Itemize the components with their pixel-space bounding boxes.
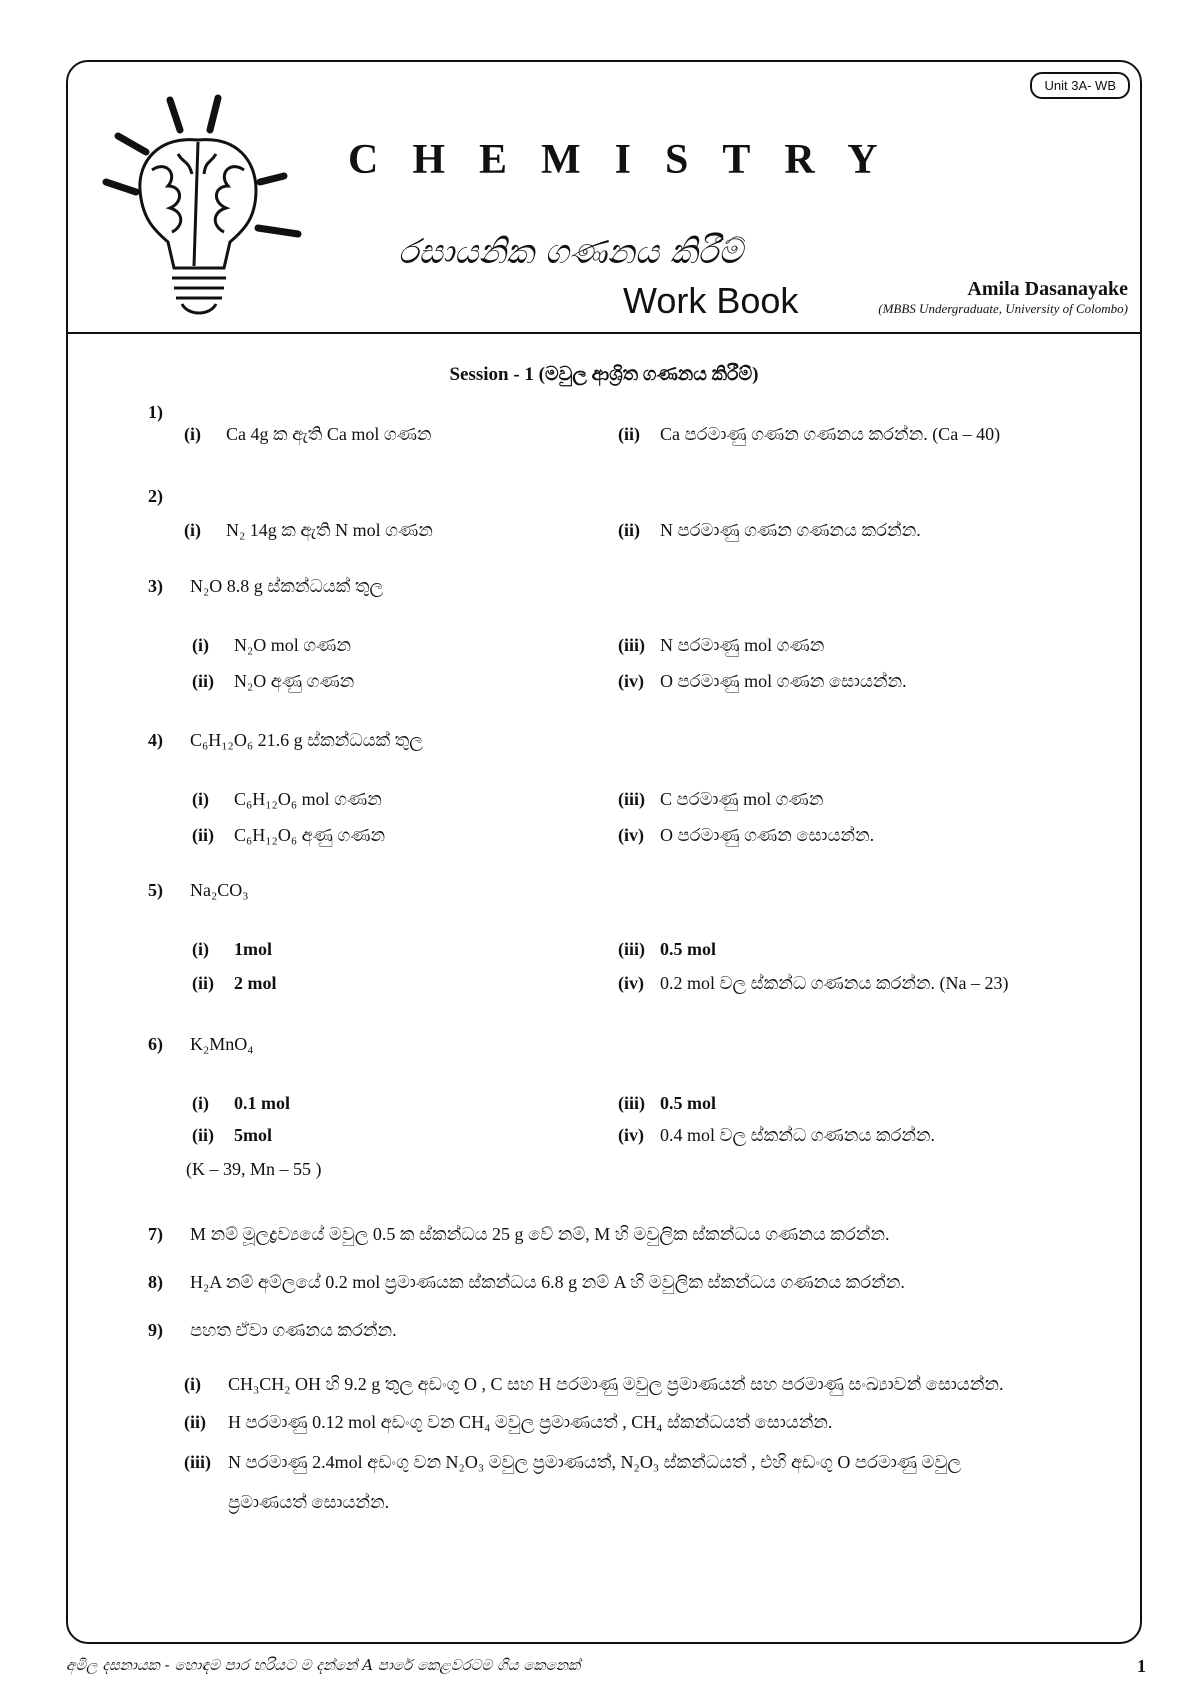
author-affiliation: (MBBS Undergraduate, University of Colombo) bbox=[878, 301, 1128, 316]
question-number: 9) පහත ඒවා ගණනය කරන්න. bbox=[148, 1320, 397, 1340]
question-item: (ii) N₂O අණු ගණන bbox=[192, 671, 355, 691]
question-number: 1) bbox=[148, 402, 163, 422]
question-number: 6) K₂MnO₄ bbox=[148, 1034, 254, 1054]
question-stem: N₂O 8.8 g ස්කන්ධයක් තුල bbox=[190, 576, 384, 596]
question-number: 2) bbox=[148, 486, 163, 506]
question-item: (iv) O පරමාණු mol ගණන සොයන්න. bbox=[618, 671, 907, 691]
question-number: 4) C₆H₁₂O₆ 21.6 g ස්කන්ධයක් තුල bbox=[148, 730, 424, 750]
question-item: (iii) 0.5 mol bbox=[618, 1093, 716, 1113]
unit-badge: Unit 3A- WB bbox=[1030, 72, 1130, 99]
question-item: (i) N₂O mol ගණන bbox=[192, 635, 351, 655]
question-item: (i) CH₃CH₂ OH හි 9.2 g තුල අඩංගු O , C සහ H පරමාණු මවුල ප්‍රමාණයන් සහ පරමාණු සංඛ්‍යාවන් සොයන්න. bbox=[184, 1374, 1004, 1394]
page-frame bbox=[66, 60, 1142, 1644]
question-item: (i) C₆H₁₂O₆ mol ගණන bbox=[192, 789, 382, 809]
question-item: (ii) H පරමාණු 0.12 mol අඩංගු වන CH₄ මවුල ප්‍රමාණයත් , CH₄ ස්කන්ධයත් සොයන්න. bbox=[184, 1412, 833, 1432]
question-item: (ii) N පරමාණු ගණන ගණනය කරන්න. bbox=[618, 520, 921, 540]
question-item: (iii) N පරමාණු mol ගණන bbox=[618, 635, 825, 655]
question-item: (iii) 0.5 mol bbox=[618, 939, 716, 959]
question-item: (i) 1mol bbox=[192, 939, 272, 959]
question-item: (i) N₂ 14g ක ඇති N mol ගණන bbox=[184, 520, 433, 540]
question-stem: පහත ඒවා ගණනය කරන්න. bbox=[190, 1320, 397, 1340]
author-name: Amila Dasanayake bbox=[967, 278, 1128, 300]
question-stem: M නම් මූලද්‍රව්‍යයේ මවුල 0.5 ක ස්කන්ධය 25 g වේ නම්, M හි මවුලික ස්කන්ධය ගණනය කරන්න. bbox=[190, 1224, 890, 1244]
workbook-label: Work Book bbox=[623, 280, 799, 321]
questions bbox=[68, 62, 1140, 1642]
question-item: (ii) 2 mol bbox=[192, 973, 277, 993]
question-item: (i) 0.1 mol bbox=[192, 1093, 290, 1113]
question-number: 7) M නම් මූලද්‍රව්‍යයේ මවුල 0.5 ක ස්කන්ධය 25 g වේ නම්, M හි මවුලික ස්කන්ධය ගණනය කරන්න. bbox=[148, 1224, 890, 1244]
question-number: 3) N₂O 8.8 g ස්කන්ධයක් තුල bbox=[148, 576, 384, 596]
question-item: (ii) Ca පරමාණු ගණන ගණනය කරන්න. (Ca – 40) bbox=[618, 424, 1001, 444]
question-stem: Na₂CO₃ bbox=[190, 880, 249, 900]
question-stem: H₂A නම් අම්ලයේ 0.2 mol ප්‍රමාණයක ස්කන්ධය 6.8 g නම් A හි මවුලික ස්කන්ධය ගණනය කරන්න. bbox=[190, 1272, 905, 1292]
question-stem: C₆H₁₂O₆ 21.6 g ස්කන්ධයක් තුල bbox=[190, 730, 424, 750]
question-number: 8) H₂A නම් අම්ලයේ 0.2 mol ප්‍රමාණයක ස්කන්ධය 6.8 g නම් A හි මවුලික ස්කන්ධය ගණනය කරන්න. bbox=[148, 1272, 905, 1292]
page-title: CHEMISTRY bbox=[348, 137, 912, 183]
question-item: (iv) 0.4 mol වල ස්කන්ධ ගණනය කරන්න. bbox=[618, 1125, 936, 1145]
question-item: (ii) 5mol bbox=[192, 1125, 272, 1145]
question-note: (K – 39, Mn – 55 ) bbox=[186, 1159, 322, 1179]
question-item: (ii) C₆H₁₂O₆ අණු ගණන bbox=[192, 825, 386, 845]
question-item: (iv) O පරමාණු ගණන සොයන්න. bbox=[618, 825, 875, 845]
sinhala-subtitle: රසායනික ගණනය කිරීම් bbox=[398, 232, 743, 272]
question-item: (iv) 0.2 mol වල ස්කන්ධ ගණනය කරන්න. (Na – 23) bbox=[618, 973, 1009, 993]
footer-quote: අමිල දසනායක - හොඳම පාර හරියට ම දන්නේ A පාරේ කෙළවරටම ගිය කෙනෙක් bbox=[66, 1656, 581, 1674]
question-number: 5) Na₂CO₃ bbox=[148, 880, 249, 900]
question-item: (iii) C පරමාණු mol ගණන bbox=[618, 789, 824, 809]
question-item-continuation: ප්‍රමාණයත් සොයන්න. bbox=[228, 1492, 390, 1512]
question-item: (i) Ca 4g ක ඇති Ca mol ගණන bbox=[184, 424, 432, 444]
question-stem: K₂MnO₄ bbox=[190, 1034, 254, 1054]
session-title: Session - 1 (මවුල ආශ්‍රිත ගණනය කිරීම්) bbox=[449, 364, 759, 385]
page-number: 1 bbox=[1137, 1656, 1146, 1676]
question-item: (iii) N පරමාණු 2.4mol අඩංගු වන N₂O₃ මවුල ප්‍රමාණයත්, N₂O₃ ස්කන්ධයත් , එහි අඩංගු O පරමාණු මවුල bbox=[184, 1452, 962, 1472]
